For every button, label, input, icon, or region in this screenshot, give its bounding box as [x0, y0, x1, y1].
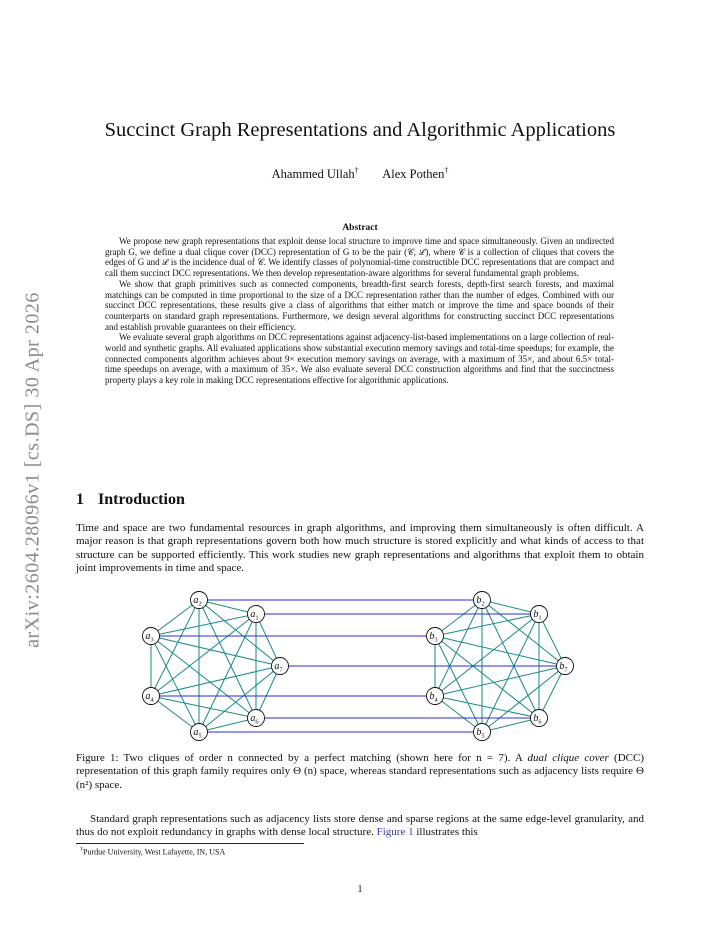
node-label: $a_3$	[145, 631, 154, 644]
graph-node-a	[272, 658, 289, 675]
clique-edge-a	[151, 696, 256, 718]
abstract-paragraph: We evaluate several graph algorithms on DCC representations against adjacency-list-based implementations on a large collection of real-world and synthetic graphs. All evaluated applications show substantial execution memory savings and total-time speedups; for example, the connected components algorithm achieves about 9× execution memory savings on average, with a maximum of 35×, and about 6.5× total-time speedups on average, with a maximum of 35×. We also evaluate several DCC construction algorithms and find that the succinctness property plays a key role in making DCC representations effective for algorithmic applications.	[105, 332, 614, 386]
section-number: 1	[76, 491, 84, 508]
figure-caption	[76, 752, 644, 792]
clique-edge-a	[151, 636, 199, 732]
clique-edge-a	[151, 600, 199, 696]
graph-node-a	[143, 688, 160, 705]
author-name: Alex Pothen	[382, 167, 445, 182]
node-label: $b_2$	[476, 595, 485, 608]
figure-graph	[135, 588, 585, 748]
graph-node-b	[427, 688, 444, 705]
affiliation-mark: †	[444, 166, 449, 175]
graph-node-b	[531, 606, 548, 623]
caption-text: Figure 1: Two cliques of order n connected by a perfect matching (shown here for n = 7). A	[76, 752, 528, 764]
abstract-paragraph: We show that graph primitives such as connected components, breadth-first search forests, depth-first search forests, and maximal matchings can be computed in time proportional to the size of a DCC representation rather than the number of edges. Combined with our succinct DCC representations, these results give a class of algorithms that either match or improve the time and space bounds of their counterparts on standard graph representations. Furthermore, we design several algorithms for constructing succinct DCC representations and establish provable guarantees on their efficiency.	[105, 278, 614, 332]
node-label: $b_6$	[533, 713, 542, 726]
body-paragraph: Standard graph representations such as adjacency lists store dense and sparse regions at the same edge-level granularity, and thus do not exploit redundancy in graphs with dense local structure. Figure 1 illustrates this	[76, 813, 644, 839]
graph-node-a	[191, 724, 208, 741]
footnote-rule	[76, 843, 304, 844]
abstract-heading: Abstract	[342, 223, 378, 233]
node-label: $b_7$	[559, 661, 568, 674]
abstract	[105, 236, 614, 386]
footnote: †Purdue University, West Lafayette, IN, USA	[80, 847, 226, 857]
arxiv-stamp: arXiv:2604.28096v1 [cs.DS] 30 Apr 2026	[21, 292, 44, 648]
graph-node-a	[143, 628, 160, 645]
figure-link[interactable]: Figure 1	[376, 826, 414, 839]
intro-paragraph: Time and space are two fundamental resources in graph algorithms, and improving them simultaneously is often difficult. A major reason is that graph representations govern both how much structure is stored explicitly and what kinds of access to that structure can be supported efficiently. This work studies new graph representations and algorithms that exploit them to obtain joint improvements in time and space.	[76, 522, 644, 574]
paper-title: Succinct Graph Representations and Algorithmic Applications	[104, 119, 616, 141]
clique-edge-b	[482, 614, 539, 732]
clique-edge-a	[199, 600, 259, 718]
page-number: 1	[357, 884, 363, 895]
node-label: $a_4$	[145, 691, 154, 704]
graph-node-b	[474, 592, 491, 609]
section-title: Introduction	[98, 491, 185, 508]
caption-text: (DCC) representation of this graph family requires only Θ (n) space, whereas standard representations such as adjacency lists require Θ (n²) space.	[76, 752, 644, 791]
graph-node-b	[531, 710, 548, 727]
node-label: $b_3$	[429, 631, 438, 644]
clique-edge-a	[199, 614, 256, 732]
node-label: $a_2$	[193, 595, 202, 608]
graph-node-a	[248, 710, 265, 727]
node-label: $b_4$	[429, 691, 438, 704]
clique-edge-b	[482, 600, 542, 718]
node-label: $a_7$	[274, 661, 283, 674]
graph-node-a	[248, 606, 265, 623]
graph-node-b	[427, 628, 444, 645]
node-label: $a_6$	[250, 713, 259, 726]
graph-node-b	[474, 724, 491, 741]
node-label: $b_1$	[533, 609, 542, 622]
author-name: Ahammed Ullah	[271, 167, 355, 182]
abstract-paragraph: We propose new graph representations that exploit dense local structure to improve time and space simultaneously. Given an undirected graph G, we define a dual clique cover (DCC) representation of G to be the pair (𝒞, ℒ), where 𝒞 is a collection of cliques that covers the edges of G and ℒ is the incidence dual of 𝒞. We identify classes of polynomial-time constructible DCC representations that are compact and call them succinct DCC representations. We then develop representation-aware algorithms for several fundamental graph problems.	[105, 236, 614, 279]
graph-node-a	[191, 592, 208, 609]
clique-edge-a	[151, 614, 256, 636]
authors	[60, 166, 660, 182]
section-heading	[76, 491, 185, 509]
node-label: $a_1$	[250, 609, 259, 622]
node-label: $b_5$	[476, 727, 485, 740]
caption-emphasis: dual clique cover	[527, 752, 609, 764]
node-label: $a_5$	[193, 727, 202, 740]
graph-node-b	[557, 658, 574, 675]
affiliation-mark: †	[354, 166, 359, 175]
